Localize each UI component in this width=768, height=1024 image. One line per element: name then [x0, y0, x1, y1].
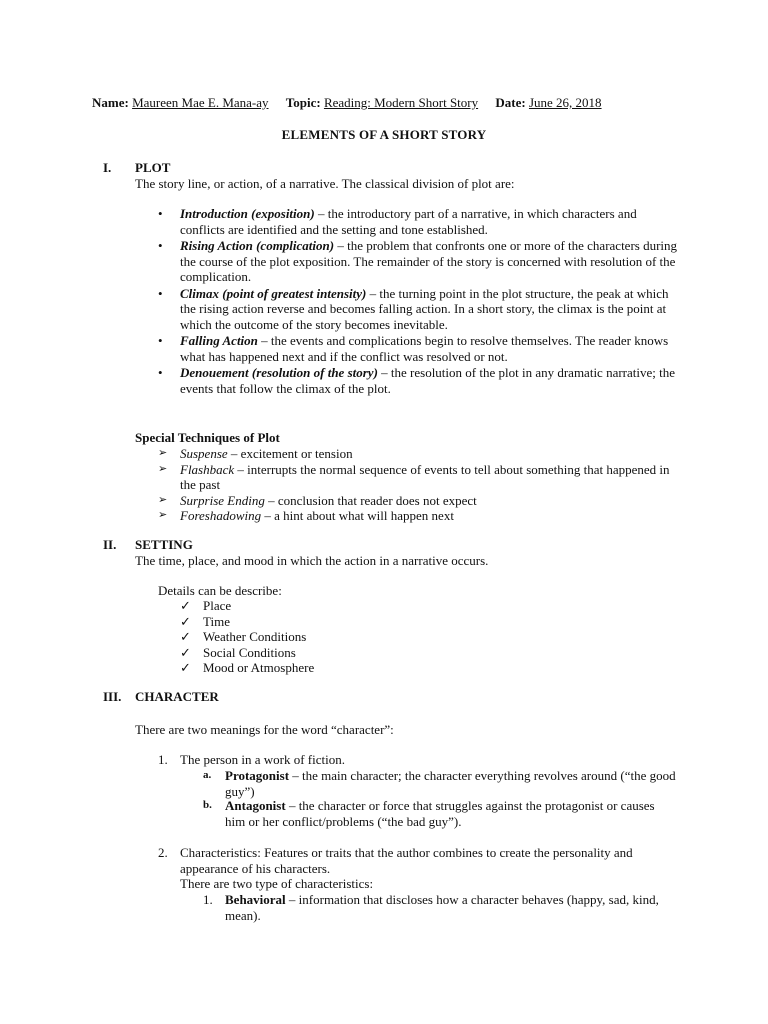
- list-item: [158, 206, 678, 237]
- checkmark-icon: ✓: [180, 629, 191, 644]
- item-text: Characteristics: Features or traits that the author combines to create the personality and appearance of his characters.: [180, 845, 633, 876]
- item-desc: – information that discloses how a character behaves (happy, sad, kind, mean).: [225, 892, 659, 923]
- list-item: ✓ Mood or Atmosphere: [180, 660, 315, 675]
- bullet-icon: •: [158, 238, 163, 253]
- list-item: [158, 365, 678, 396]
- date-value: June 26, 2018: [528, 95, 602, 110]
- checkmark-icon: ✓: [180, 613, 191, 629]
- document-header: [92, 95, 602, 111]
- item-letter: b.: [203, 799, 212, 811]
- list-item-desc: – conclusion that reader does not expect: [264, 492, 477, 508]
- item-letter: a.: [203, 769, 212, 781]
- list-item-desc: – the events and complications begin to resolve themselves. The reader knows what has happened next and if the conflict was resolved or not.: [180, 333, 669, 364]
- list-item-term: Foreshadowing: [180, 508, 262, 523]
- list-item-term: Climax (point of greatest intensity): [180, 285, 367, 301]
- list-item-term: Suspense: [180, 446, 228, 461]
- section-heading-plot: [103, 160, 170, 176]
- list-item-term: Introduction (exposition): [180, 206, 315, 221]
- section-title: CHARACTER: [135, 689, 219, 704]
- item-number: 1.: [203, 892, 213, 907]
- numbered-item: [158, 752, 678, 768]
- checkmark-icon: ✓: [180, 644, 191, 660]
- item-desc: – the character or force that struggles against the protagonist or causes him or her conflict/problems (“the bad guy”).: [225, 798, 655, 829]
- date-label: Date:: [495, 95, 526, 110]
- list-item: [158, 462, 678, 493]
- arrow-bullet-icon: ➢: [158, 462, 168, 475]
- list-item-desc: – the turning point in the plot structure, the peak at which the rising action reverse and becomes falling action. In a short story, the climax is the point at which the outcome of the story becomes inevitable.: [180, 285, 669, 332]
- name-label: Name:: [92, 95, 129, 110]
- list-item: [158, 446, 678, 462]
- list-item-desc: – interrupts the normal sequence of events to tell about something that happened in the past: [180, 461, 670, 492]
- arrow-bullet-icon: ➢: [158, 447, 168, 459]
- section-number: I.: [103, 160, 112, 175]
- list-item: ✓ Weather Conditions: [180, 629, 307, 644]
- bullet-icon: •: [158, 333, 163, 348]
- item-text-continued: There are two type of characteristics:: [180, 876, 374, 891]
- lettered-item: [203, 798, 678, 829]
- section-title: SETTING: [135, 537, 193, 552]
- setting-details-list: [180, 598, 480, 676]
- item-desc: – the main character; the character everything revolves around (“the good guy”): [225, 768, 676, 799]
- lettered-item: [203, 768, 678, 799]
- numbered-subitem: [203, 892, 678, 923]
- item-number: 2.: [158, 845, 168, 860]
- list-item-desc: – a hint about what will happen next: [261, 508, 454, 523]
- list-item-term: Surprise Ending: [180, 492, 265, 508]
- list-item-desc: – excitement or tension: [227, 446, 353, 461]
- checkmark-icon: ✓: [180, 660, 191, 675]
- item-term: Protagonist: [225, 768, 290, 783]
- item-number: 1.: [158, 752, 168, 767]
- list-item-desc: – the problem that confronts one or more of the characters during the course of the plot exposition. The remainder of the story is concerned with resolution of the complication.: [180, 238, 678, 284]
- section-heading-character: [103, 689, 219, 705]
- techniques-heading: Special Techniques of Plot: [135, 430, 280, 445]
- numbered-item: [158, 845, 678, 892]
- section-number: II.: [103, 537, 117, 552]
- topic-label: Topic:: [285, 95, 321, 110]
- setting-details-intro: Details can be describe:: [158, 583, 282, 598]
- list-item-term: Flashback: [180, 461, 235, 477]
- bullet-icon: •: [158, 285, 163, 301]
- plot-intro: The story line, or action, of a narrative. The classical division of plot are:: [135, 176, 515, 191]
- section-number: III.: [103, 689, 122, 704]
- character-intro: There are two meanings for the word “character”:: [135, 722, 394, 737]
- bullet-icon: •: [158, 365, 163, 380]
- list-item: [158, 238, 678, 285]
- list-item-desc: – the introductory part of a narrative, in which characters and conflicts are identified and the setting and tone established.: [180, 206, 637, 237]
- section-heading-setting: [103, 537, 193, 553]
- arrow-bullet-icon: ➢: [158, 509, 168, 521]
- bullet-icon: •: [158, 206, 163, 221]
- document-title: ELEMENTS OF A SHORT STORY: [281, 127, 487, 142]
- list-item: [158, 493, 678, 509]
- list-item: ✓ Time: [180, 613, 230, 629]
- list-item-term: Rising Action (complication): [180, 238, 335, 253]
- topic-value: Reading: Modern Short Story: [323, 95, 479, 110]
- list-item-desc: – the resolution of the plot in any dramatic narrative; the events that follow the climax of the plot.: [180, 365, 676, 396]
- arrow-bullet-icon: ➢: [158, 493, 168, 506]
- checkmark-icon: ✓: [180, 598, 191, 613]
- list-item: ✓ Social Conditions: [180, 644, 296, 660]
- item-term: Antagonist: [225, 798, 286, 813]
- list-item: [158, 286, 678, 333]
- list-item-term: Denouement (resolution of the story): [180, 365, 378, 380]
- list-item: [158, 508, 678, 524]
- name-value: Maureen Mae E. Mana-ay: [132, 95, 269, 110]
- list-item: [158, 333, 678, 364]
- plot-elements-list: [158, 206, 678, 396]
- item-text: The person in a work of fiction.: [180, 752, 345, 767]
- setting-intro: The time, place, and mood in which the action in a narrative occurs.: [135, 553, 489, 568]
- plot-techniques-list: [158, 446, 678, 524]
- section-title: PLOT: [135, 160, 171, 175]
- item-term: Behavioral: [225, 892, 286, 907]
- list-item: ✓ Place: [180, 598, 232, 613]
- list-item-term: Falling Action: [180, 333, 258, 348]
